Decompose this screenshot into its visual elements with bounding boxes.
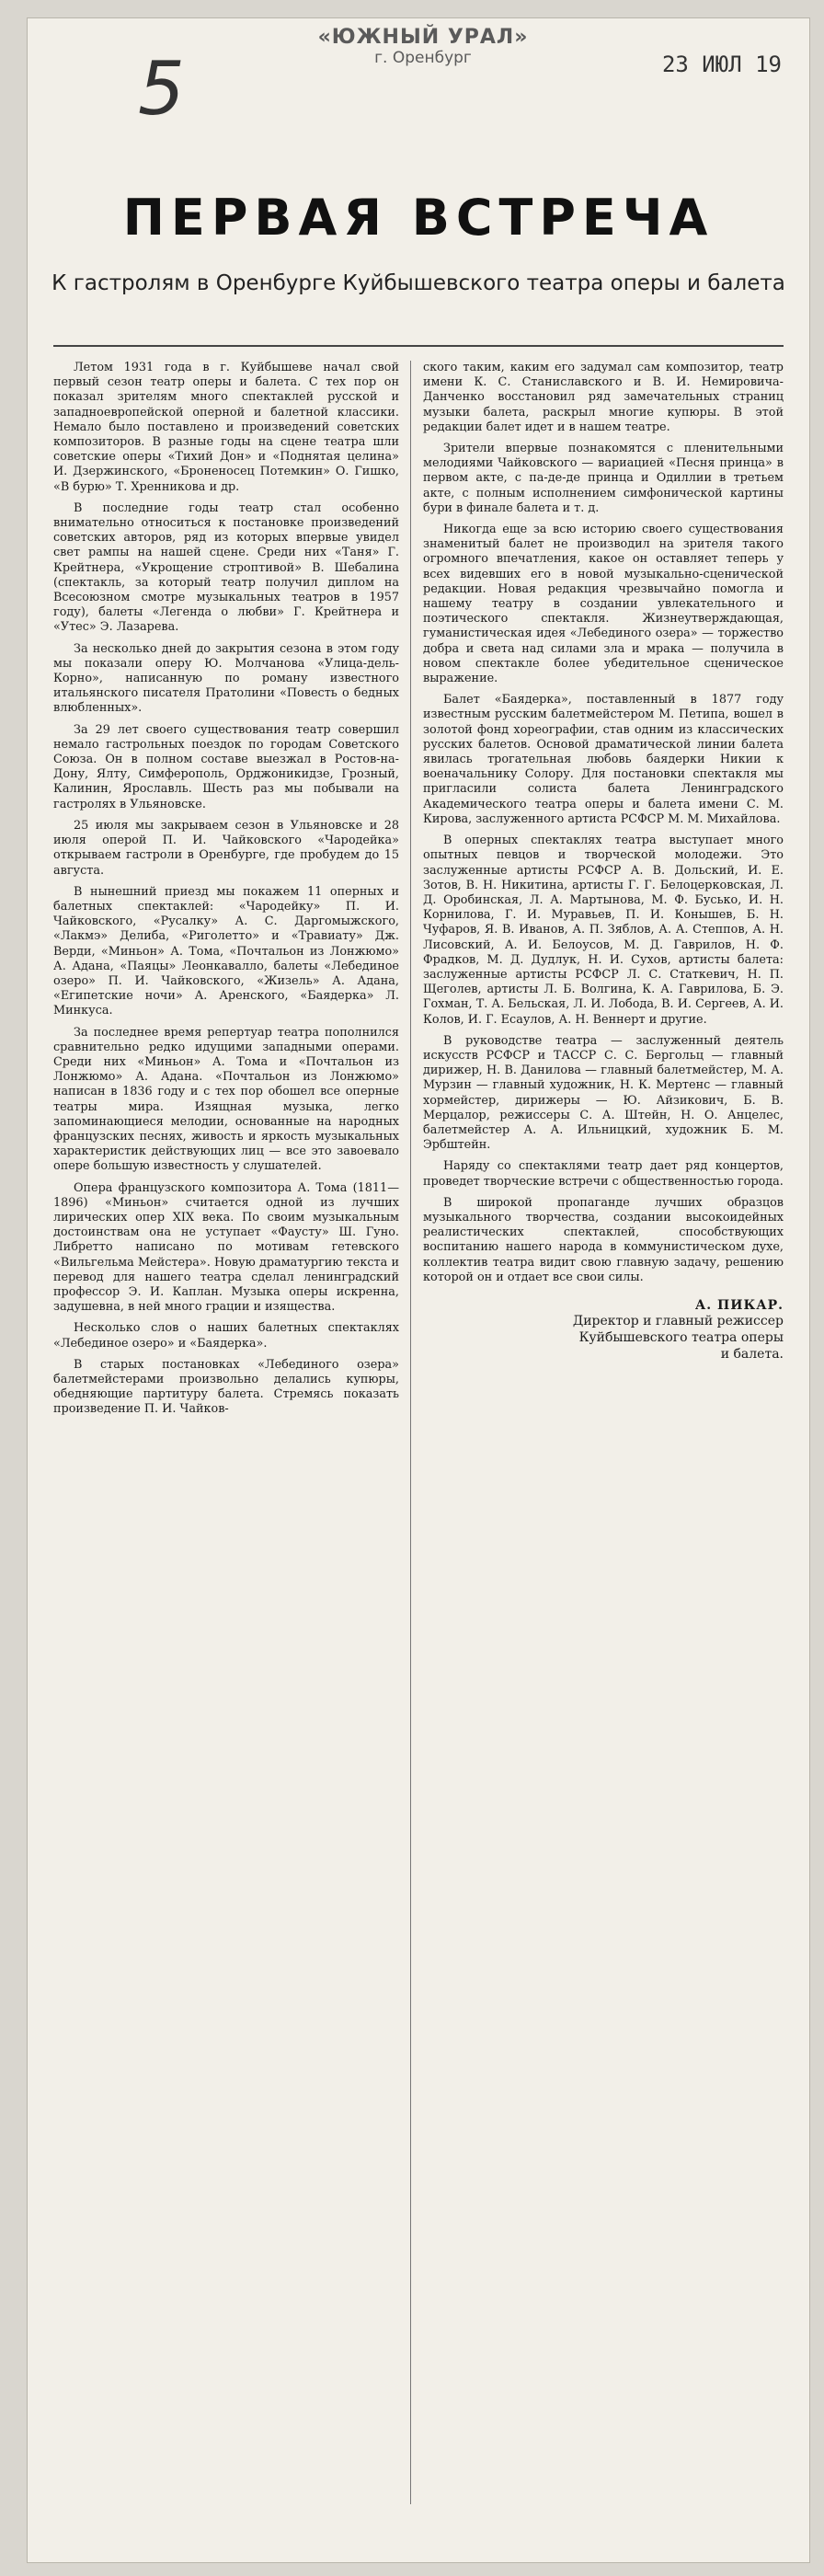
paragraph: В последние годы театр стал особенно внимательно относиться к постановке произведений советских авторов, ряд из которых впервые увидел свет рампы на нашей сцене. Среди них «Таня» Г. Крейтнера, «Укрощение строптивой» В. Шебалина (спектакль, за который театр получил диплом на Всесоюзном смотре музыкальных театров в 1957 году), балеты «Легенда о любви» Г. Крейтнера и «Утес» Э. Лазарева. — [53, 500, 399, 635]
right-column — [423, 361, 784, 1363]
article-title: ПЕРВАЯ ВСТРЕЧА — [122, 189, 715, 247]
newspaper-name: «ЮЖНЫЙ УРАЛ» — [317, 26, 529, 49]
paragraph: Летом 1931 года в г. Куйбышеве начал свой первый сезон театр оперы и балета. С тех пор он показал зрителям много спектаклей русской и западноевропейской оперной и балетной классики. Немало было поставлено и произведений советских композиторов. В разные годы на сцене театра шли советские оперы «Тихий Дон» и «Поднятая целина» И. Дзержинского, «Броненосец Потемкин» О. Гишко, «В бурю» Т. Хренникова и др. — [53, 361, 399, 494]
signature — [423, 1298, 784, 1363]
paragraph: За последнее время репертуар театра пополнился сравнительно редко идущими западными операми. Среди них «Миньон» А. Тома и «Почтальон из Лонжюмо» А. Адана. «Почтальон из Лонжюмо» написан в 1836 году и с тех пор обошел все оперные театры мира. Изящная музыка, легко запоминающиеся мелодии, основанные на народных французских песнях, живость и яркость музыкальных характеристик действующих лиц — все это завоевало опере большую известность у слушателей. — [53, 1025, 399, 1174]
paragraph: В широкой пропаганде лучших образцов музыкального творчества, создании высокоидейных реалистических спектаклей, способствующих воспитанию нашего народа в коммунистическом духе, коллектив театра видит свою главную задачу, решению которой он и отдает все свои силы. — [423, 1195, 784, 1284]
paragraph: ского таким, каким его задумал сам композитор, театр имени К. С. Станиславского и В. И. Немировича-Данченко восстановил ряд замечательных страниц музыки балета, раскрыл многие купюры. В этой редакции балет идет и в нашем театре. — [423, 361, 784, 434]
paragraph: Балет «Баядерка», поставленный в 1877 году известным русским балетмейстером М. Петипа, вошел в золотой фонд хореографии, став одним из классических русских балетов. Основой драматической линии балета явилась трогательная любовь баядерки Никии к военачальнику Солору. Для постановки спектакля мы пригласили солиста балета Ленинградского Академического театра оперы и балета имени С. М. Кирова, заслуженного артиста РСФСР М. М. Михайлова. — [423, 693, 784, 826]
paragraph: В оперных спектаклях театра выступает много опытных певцов и творческой молодежи. Это заслуженные артисты РСФСР А. В. Дольский, И. Е. Зотов, В. Н. Никитина, артисты Г. Г. Белоцерковская, Л. Д. Оробинская, Л. А. Мартынова, М. Ф. Бусько, И. Н. Корнилова, Г. И. Муравьев, П. И. Конышев, Б. Н. Чуфаров, Я. В. Иванов, А. П. Зяблов, А. А. Степпов, А. Н. Лисовский, А. И. Белоусов, М. Д. Гаврилов, Н. Ф. Фрадков, М. Д. Дудлук, Н. И. Сухов, артисты балета: заслуженные артисты РСФСР Л. С. Статкевич, Н. П. Щеголев, артисты Л. Б. Волгина, К. А. Гаврилова, Б. Э. Гохман, Т. А. Бельская, Л. И. Лобода, В. И. Сергеев, А. И. Колов, И. Г. Есаулов, А. Н. Веннерт и другие. — [423, 834, 784, 1027]
handwritten-mark: 5 — [138, 46, 185, 132]
paragraph: Наряду со спектаклями театр дает ряд концертов, проведет творческие встречи с общественностью города. — [423, 1159, 784, 1189]
paragraph: В руководстве театра — заслуженный деятель искусств РСФСР и ТАССР С. С. Бергольц — главный дирижер, Н. В. Данилова — главный балетмейстер, М. А. Мурзин — главный художник, Н. К. Мертенс — главный хормейстер, дирижеры — Ю. Айзикович, Б. В. Мерцалор, режиссеры С. А. Штейн, Н. О. Анцелес, балетмейстер А. А. Ильницкий, художник Б. М. Эрбштейн. — [423, 1033, 784, 1153]
paragraph: В старых постановках «Лебединого озера» балетмейстерами произвольно делались купюры, обедняющие партитуру балета. Стремясь показать произведение П. И. Чайков- — [53, 1357, 399, 1417]
paragraph: 25 июля мы закрываем сезон в Ульяновске и 28 июля оперой П. И. Чайковского «Чародейка» открываем гастроли в Оренбурге, где пробудем до 15 августа. — [53, 818, 399, 878]
paragraph: Зрители впервые познакомятся с пленительными мелодиями Чайковского — вариацией «Песня принца» в первом акте, с па-де-де принца и Одиллии в третьем акте, с полным исполнением симфонической картины бури в финале балета и т. д. — [423, 442, 784, 515]
paragraph: Несколько слов о наших балетных спектаклях «Лебединое озеро» и «Баядерка». — [53, 1321, 399, 1351]
paragraph: За несколько дней до закрытия сезона в этом году мы показали оперу Ю. Молчанова «Улица-дель-Корно», написанную по роману известного итальянского писателя Пратолини «Повесть о бедных влюбленных». — [53, 641, 399, 716]
paragraph: В нынешний приезд мы покажем 11 оперных и балетных спектаклей: «Чародейку» П. И. Чайковского, «Русалку» А. С. Даргомыжского, «Лакмэ» Делиба, «Риголетто» и «Травиату» Дж. Верди, «Миньон» А. Тома, «Почтальон из Лонжюмо» А. Адана, «Паяцы» Леонкавалло, балеты «Лебединое озеро» П. И. Чайковского, «Жизель» А. Адана, «Египетские ночи» А. Аренского, «Баядерка» Л. Минкуса. — [53, 884, 399, 1018]
column-divider — [410, 361, 411, 2504]
left-column — [53, 361, 399, 1424]
newspaper-city: г. Оренбург — [374, 49, 472, 67]
date-stamp: 23 ИЮЛ 19 — [661, 52, 782, 77]
author-name: А. ПИКАР. — [694, 1297, 784, 1313]
paragraph: За 29 лет своего существования театр совершил немало гастрольных поездок по городам Советского Союза. Он в полном составе выезжал в Ростов-на-Дону, Ялту, Симферополь, Орджоникидзе, Грозный, Калинин, Ярославль. Шесть раз мы побывали на гастролях в Ульяновске. — [53, 722, 399, 811]
newspaper-clipping — [28, 18, 809, 2562]
author-role-3: и балета. — [720, 1347, 784, 1363]
newspaper-stamp — [303, 26, 543, 67]
title-divider — [53, 345, 784, 347]
article-subtitle: К гастролям в Оренбурге Куйбышевского театра оперы и балета — [52, 271, 785, 295]
paragraph: Никогда еще за всю историю своего существования знаменитый балет не производил на зрителя такого огромного впечатления, какое он оставляет теперь у всех видевших его в новой музыкально-сценической редакции. Новая редакция чрезвычайно помогла и нашему театру в создании увлекательного и поэтического спектакля. Жизнеутверждающая, гуманистическая идея «Лебединого озера» — торжество добра и света над силами зла и мрака — получила в новом спектакле более убедительное сценическое выражение. — [423, 523, 784, 686]
author-role-2: Куйбышевского театра оперы — [578, 1330, 784, 1346]
paragraph: Опера французского композитора А. Тома (1811—1896) «Миньон» считается одной из лучших лирических опер XIX века. По своим музыкальным достоинствам она не уступает «Фаусту» Ш. Гуно. Либретто написано по мотивам гетевского «Вильгельма Мейстера». Новую драматургию текста и перевод для нашего театра сделал ленинградский профессор Э. И. Каплан. Музыка оперы искренна, задушевна, в ней много грации и изящества. — [53, 1180, 399, 1315]
author-role-1: Директор и главный режиссер — [572, 1314, 784, 1329]
